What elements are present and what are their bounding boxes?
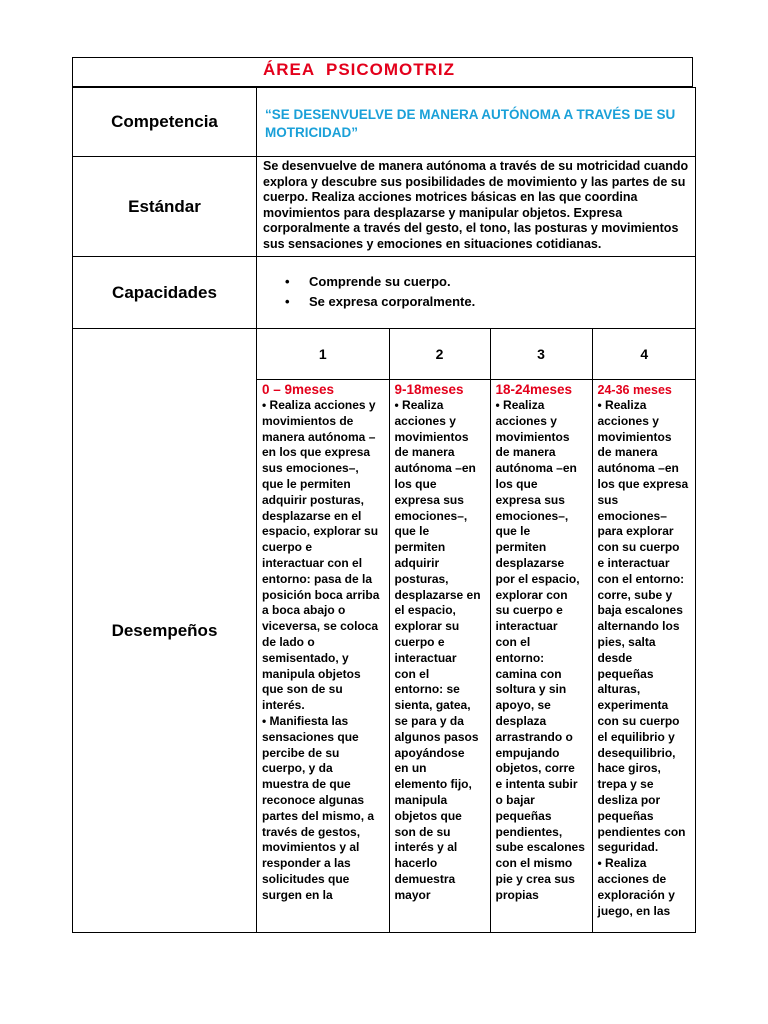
desempenos-cell xyxy=(257,329,696,933)
area-title-box xyxy=(72,57,693,87)
desempeno-text: • Realiza acciones y movimientos de manera autónoma – en los que expresa sus emociones–, que le permiten adquirir posturas, desplazarse en el espacio, explorar su cuerpo e interactuar con el entorno: pasa de la posición boca arriba a boca abajo o viceversa, se coloca de lado o semisentado, y manipula objetos que son de su interés. • Manifiesta las sensaciones que percibe de su cuerpo, y da muestra de que reconoce algunas partes del mismo, a través de gestos, movimientos y al responder a las solicitudes que surgen en la xyxy=(262,398,380,902)
capacidades-row xyxy=(73,257,696,329)
estandar-label: Estándar xyxy=(73,157,257,257)
age-range-label: 9-18meses xyxy=(394,382,464,397)
area-title: ÁREA PSICOMOTRIZ xyxy=(263,60,456,79)
column-number: 4 xyxy=(592,329,696,380)
age-range-label: 18-24meses xyxy=(495,382,573,397)
capacidades-label: Capacidades xyxy=(73,257,257,329)
age-group-content-row xyxy=(257,380,696,933)
desempeno-text: • Realiza acciones y movimientos de manera autónoma –en los que expresa sus emociones–, que le permiten adquirir posturas, desplazarse en el espacio, explorar su cuerpo e interactuar con el entorno: se sienta, gatea, se para y da algunos pasos apoyándose en un elemento fijo, manipula objetos que son de su interés y al hacerlo demuestra mayor xyxy=(394,398,481,902)
competencia-cell xyxy=(257,88,696,157)
capacidades-cell xyxy=(257,257,696,329)
estandar-cell xyxy=(257,157,696,257)
curriculum-table xyxy=(72,87,696,933)
age-group-cell xyxy=(490,380,592,933)
competencia-label: Competencia xyxy=(73,88,257,157)
age-group-cell xyxy=(257,380,389,933)
estandar-row xyxy=(73,157,696,257)
desempeno-text: • Realiza acciones y movimientos de manera autónoma –en los que expresa sus emociones– para explorar con su cuerpo e interactuar con el entorno: corre, sube y baja escalones alternando los pies, salta desde pequeñas alturas, experimenta con su cuerpo el equilibrio y desequilibrio, hace giros, trepa y se desliza por pequeñas pendientes con seguridad. • Realiza acciones de exploración y juego, en las xyxy=(597,398,689,918)
capacidad-item: • Se expresa corporalmente. xyxy=(309,292,695,312)
competencia-row xyxy=(73,88,696,157)
column-number: 1 xyxy=(257,329,389,380)
capacidades-list xyxy=(257,257,695,312)
desempenos-grid xyxy=(257,329,696,932)
age-range-label: 0 – 9meses xyxy=(262,382,335,397)
age-range-label: 24-36 meses xyxy=(597,383,672,397)
estandar-text: Se desenvuelve de manera autónoma a través de su motricidad cuando explora y descubre sus posibilidades de movimiento y las partes de su cuerpo. Realiza acciones motrices básicas en las que coordina movimientos para desplazarse y manipular objetos. Expresa corporalmente a través del gesto, el tono, las posturas y movimientos sus sensaciones y emociones en situaciones cotidianas. xyxy=(263,159,689,251)
desempenos-label: Desempeños xyxy=(73,329,257,933)
competencia-text: “SE DESENVUELVE DE MANERA AUTÓNOMA A TRAVÉS DE SU MOTRICIDAD” xyxy=(265,107,676,140)
age-group-cell xyxy=(389,380,490,933)
desempenos-row xyxy=(73,329,696,933)
column-number: 3 xyxy=(490,329,592,380)
column-number: 2 xyxy=(389,329,490,380)
age-group-cell xyxy=(592,380,696,933)
desempeno-text: • Realiza acciones y movimientos de manera autónoma –en los que expresa sus emociones–, que le permiten desplazarse por el espacio, explorar con su cuerpo e interactuar con el entorno: camina con soltura y sin apoyo, se desplaza arrastrando o empujando objetos, corre e intenta subir o bajar pequeñas pendientes, sube escalones con el mismo pie y crea sus propias xyxy=(495,398,585,902)
capacidad-item: • Comprende su cuerpo. xyxy=(309,272,695,292)
age-group-numbers-row xyxy=(257,329,696,380)
